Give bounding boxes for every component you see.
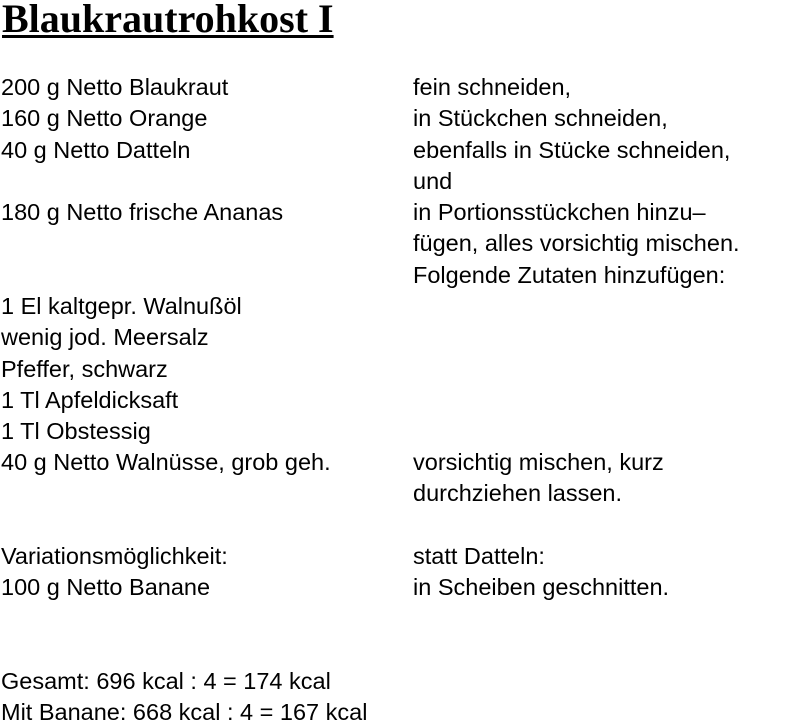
variation-instruction: in Scheiben geschnitten. xyxy=(413,574,670,600)
ingredient-line: 1 Tl Apfeldicksaft xyxy=(1,387,179,413)
instruction-line: durchziehen lassen. xyxy=(413,480,623,506)
variation-ingredient: 100 g Netto Banane xyxy=(1,574,211,600)
ingredient-line: 160 g Netto Orange xyxy=(1,105,208,131)
total-calories: Gesamt: 696 kcal : 4 = 174 kcal xyxy=(1,668,331,694)
instruction-line: und xyxy=(413,168,453,194)
ingredient-line: 40 g Netto Walnüsse, grob geh. xyxy=(1,449,331,475)
instruction-line: ebenfalls in Stücke schneiden, xyxy=(413,137,731,163)
instruction-line: fein schneiden, xyxy=(413,74,572,100)
ingredient-line: Pfeffer, schwarz xyxy=(1,356,168,382)
ingredient-line: 180 g Netto frische Ananas xyxy=(1,199,284,225)
ingredient-line: 40 g Netto Datteln xyxy=(1,137,191,163)
ingredient-line: wenig jod. Meersalz xyxy=(1,324,209,350)
recipe-title: Blaukrautrohkost I xyxy=(2,0,334,41)
instruction-line: in Stückchen schneiden, xyxy=(413,105,668,131)
ingredient-line: 1 Tl Obstessig xyxy=(1,418,151,444)
variation-note: statt Datteln: xyxy=(413,543,545,569)
variation-label: Variationsmöglichkeit: xyxy=(1,543,228,569)
total-calories-with-banana: Mit Banane: 668 kcal : 4 = 167 kcal xyxy=(1,699,368,725)
ingredient-line: 1 El kaltgepr. Walnußöl xyxy=(1,293,242,319)
instruction-line: Folgende Zutaten hinzufügen: xyxy=(413,262,726,288)
instruction-line: vorsichtig mischen, kurz xyxy=(413,449,664,475)
ingredient-line: 200 g Netto Blaukraut xyxy=(1,74,229,100)
instruction-line: in Portionsstückchen hinzu– xyxy=(413,199,706,225)
instruction-line: fügen, alles vorsichtig mischen. xyxy=(413,230,740,256)
